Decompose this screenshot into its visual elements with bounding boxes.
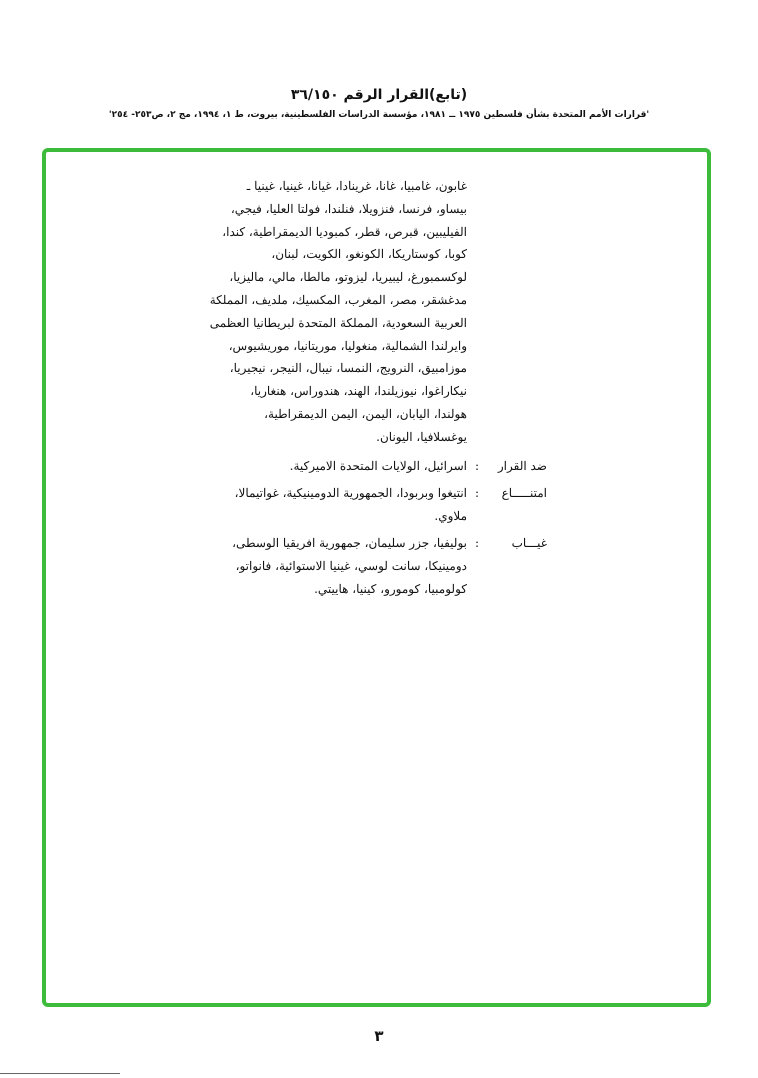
vote-against-line: اسرائيل، الولايات المتحدة الاميركية. — [289, 459, 467, 473]
countries-line: يوغسلافيا، اليونان. — [376, 429, 467, 444]
footer-rule — [0, 1073, 120, 1074]
vote-absent-line: بوليفيا، جزر سليمان، جمهورية افريقيا الوسطى، — [232, 536, 467, 550]
countries-line: كوبا، كوستاريكا، الكونغو، الكويت، لبنان، — [271, 247, 467, 262]
countries-line: العربية السعودية، المملكة المتحدة لبريطانيا العظمى — [209, 315, 467, 330]
countries-line: مدغشقر، مصر، المغرب، المكسيك، ملديف، المملكة — [209, 292, 467, 307]
page-number: ٣ — [374, 1027, 384, 1045]
countries-line: موزامبيق، النرويج، النمسا، نيبال، النيجر، نيجيريا، — [229, 361, 467, 376]
vote-absent-value — [205, 532, 467, 601]
source-citation: 'قرارات الأمم المتحدة بشأن فلسطين ١٩٧٥ ــ ١٩٨١، مؤسسة الدراسات الفلسطينية، بيروت، ط ١، ١٩٩٤، مج ٢، ص٢٥٣- ٢٥٤' — [108, 110, 650, 120]
vote-absent-label: غيـــاب — [511, 536, 547, 550]
countries-list — [205, 175, 467, 449]
countries-line: بيساو، فرنسا، فنزويلا، فنلندا، فولتا العليا، فيجي، — [230, 201, 467, 216]
vote-abstain-colon: : — [474, 486, 479, 500]
page-title: (تابع)القرار الرقم ٣٦/١٥٠ — [290, 87, 468, 103]
countries-line: الفيليبين، قبرص، قطر، كمبوديا الديمقراطية، كندا، — [222, 224, 467, 239]
countries-line: غابون، غامبيا، غانا، غرينادا، غيانا، غينيا، غينيا ـ — [246, 179, 467, 193]
vote-absent-colon: : — [474, 536, 479, 550]
vote-absent-line: دومينيكا، سانت لوسي، غينيا الاستوائية، فانواتو، — [235, 559, 467, 573]
countries-line: لوكسمبورغ، ليبيريا، ليزوتو، مالطا، مالي، ماليزيا، — [229, 270, 467, 285]
vote-absent-line: كولومبيا، كومورو، كينيا، هاييتي. — [314, 582, 467, 596]
vote-abstain-value — [205, 482, 467, 528]
vote-abstain-line: انتيغوا وبربودا، الجمهورية الدومينيكية، غواتيمالا، — [234, 486, 467, 500]
vote-abstain-label: امتنـــــاع — [501, 486, 547, 500]
countries-line: نيكاراغوا، نيوزيلندا، الهند، هندوراس، هنغاريا، — [250, 384, 467, 399]
countries-line: وايرلندا الشمالية، منغوليا، موريتانيا، موريشيوس، — [228, 338, 467, 353]
vote-abstain-line: ملاوي. — [434, 509, 467, 523]
countries-line: هولندا، اليابان، اليمن، اليمن الديمقراطية، — [264, 406, 467, 421]
vote-against-value — [205, 455, 467, 478]
vote-against-colon: : — [474, 459, 479, 473]
vote-against-label: ضد القرار — [497, 459, 547, 473]
